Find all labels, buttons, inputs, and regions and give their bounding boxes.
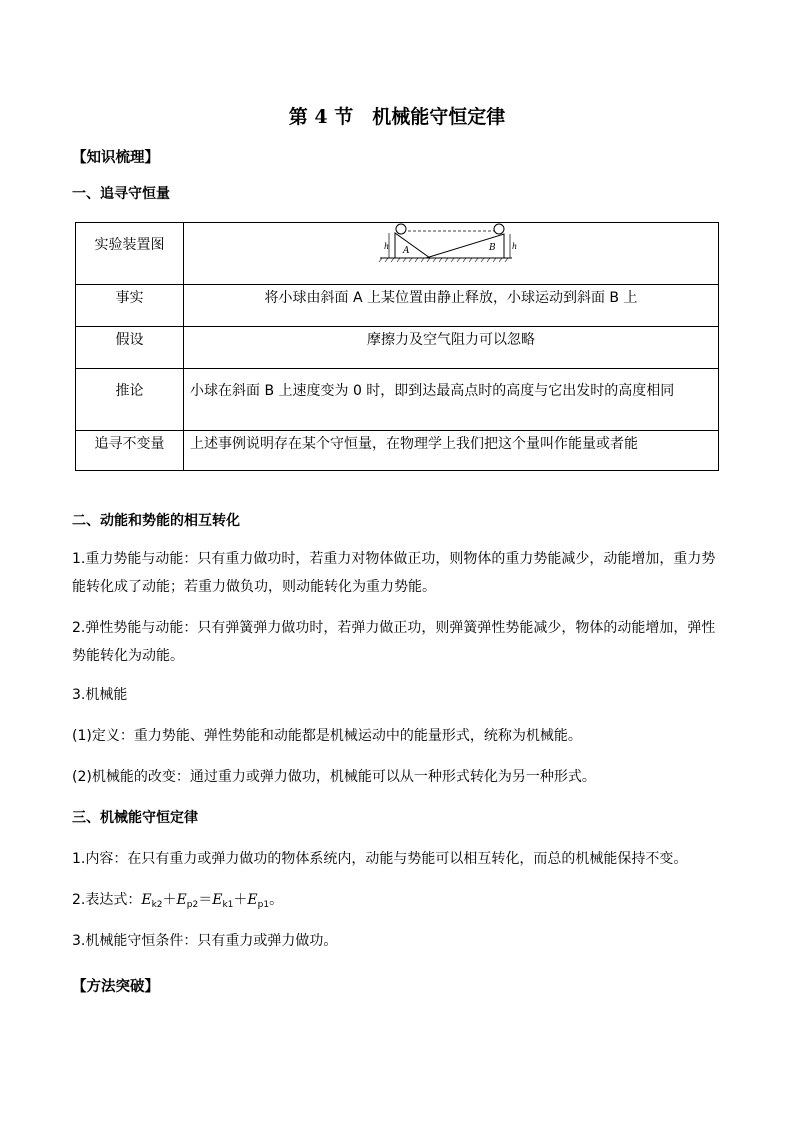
incline-label-b: B [489,243,496,253]
section1-heading: 一、追寻守恒量 [72,186,170,202]
formula-symbol: E [141,892,152,908]
table-label-cell: 事实 [76,285,184,327]
paragraph: (1)定义：重力势能、弹性势能和动能都是机械运动中的能量形式，统称为机械能。 [72,728,582,744]
table-value-cell: 小球在斜面 B 上速度变为 0 时，即到达最高点时的高度与它出发时的高度相同 [184,369,719,431]
table-diagram-cell [184,223,719,285]
inclined-plane-diagram [184,223,718,283]
method-header: 【方法突破】 [72,979,159,995]
table-value-cell: 摩擦力及空气阻力可以忽略 [184,327,719,369]
table-label-cell: 推论 [76,369,184,431]
formula-operator: ＋ [162,892,177,908]
paragraph: 1.内容：在只有重力或弹力做功的物体系统内，动能与势能可以相互转化，而总的机械能保持不变。 [72,851,688,867]
formula-symbol: E [176,892,187,908]
table-row [76,223,719,285]
table-label-cell: 假设 [76,327,184,369]
paragraph: 3.机械能 [72,687,128,703]
height-label-right: h [512,242,518,251]
paragraph: (2)机械能的改变：通过重力或弹力做功，机械能可以从一种形式转化为另一种形式。 [72,769,596,785]
table-label-cell: 追寻不变量 [76,431,184,471]
formula-symbol: E [247,892,258,908]
table-value-cell: 上述事例说明存在某个守恒量，在物理学上我们把这个量叫作能量或者能 [184,431,719,471]
table-row [76,285,719,327]
section2-heading: 二、动能和势能的相互转化 [72,513,240,529]
paragraph: 2.弹性势能与动能：只有弹簧弹力做功时，若弹力做正功，则弹簧弹性势能减少，物体的动能增加，弹性势能转化为动能。 [72,620,716,664]
incline-label-a: A [403,246,410,256]
table-row [76,369,719,431]
height-label-left: h [384,242,390,251]
formula-operator: ＋ [233,892,248,908]
table-value-cell: 将小球由斜面 A 上某位置由静止释放，小球运动到斜面 B 上 [184,285,719,327]
experiment-table [75,222,719,471]
paragraph: 3.机械能守恒条件：只有重力或弹力做功。 [72,933,338,949]
paragraph: 1.重力势能与动能：只有重力做功时，若重力对物体做正功，则物体的重力势能减少，动能增加，重力势能转化成了动能；若重力做负功，则动能转化为重力势能。 [72,551,716,595]
formula-subscript: k2 [151,900,163,910]
table-label-cell: 实验装置图 [76,223,184,285]
formula-line [72,889,283,909]
formula-symbol: E [212,892,223,908]
formula-end: 。 [269,892,284,908]
knowledge-header: 【知识梳理】 [72,150,159,166]
page-title: 第 4 节 机械能守恒定律 [288,106,506,128]
formula-prefix: 2.表达式： [72,892,142,908]
ball-icon-a [396,224,406,234]
formula-operator: ＝ [198,892,213,908]
table-row [76,431,719,471]
formula-subscript: p1 [257,900,270,910]
section3-heading: 三、机械能守恒定律 [72,810,198,826]
formula-subscript: k1 [222,900,234,910]
table-row [76,327,719,369]
ball-icon-b [494,224,504,234]
formula-subscript: p2 [186,900,199,910]
